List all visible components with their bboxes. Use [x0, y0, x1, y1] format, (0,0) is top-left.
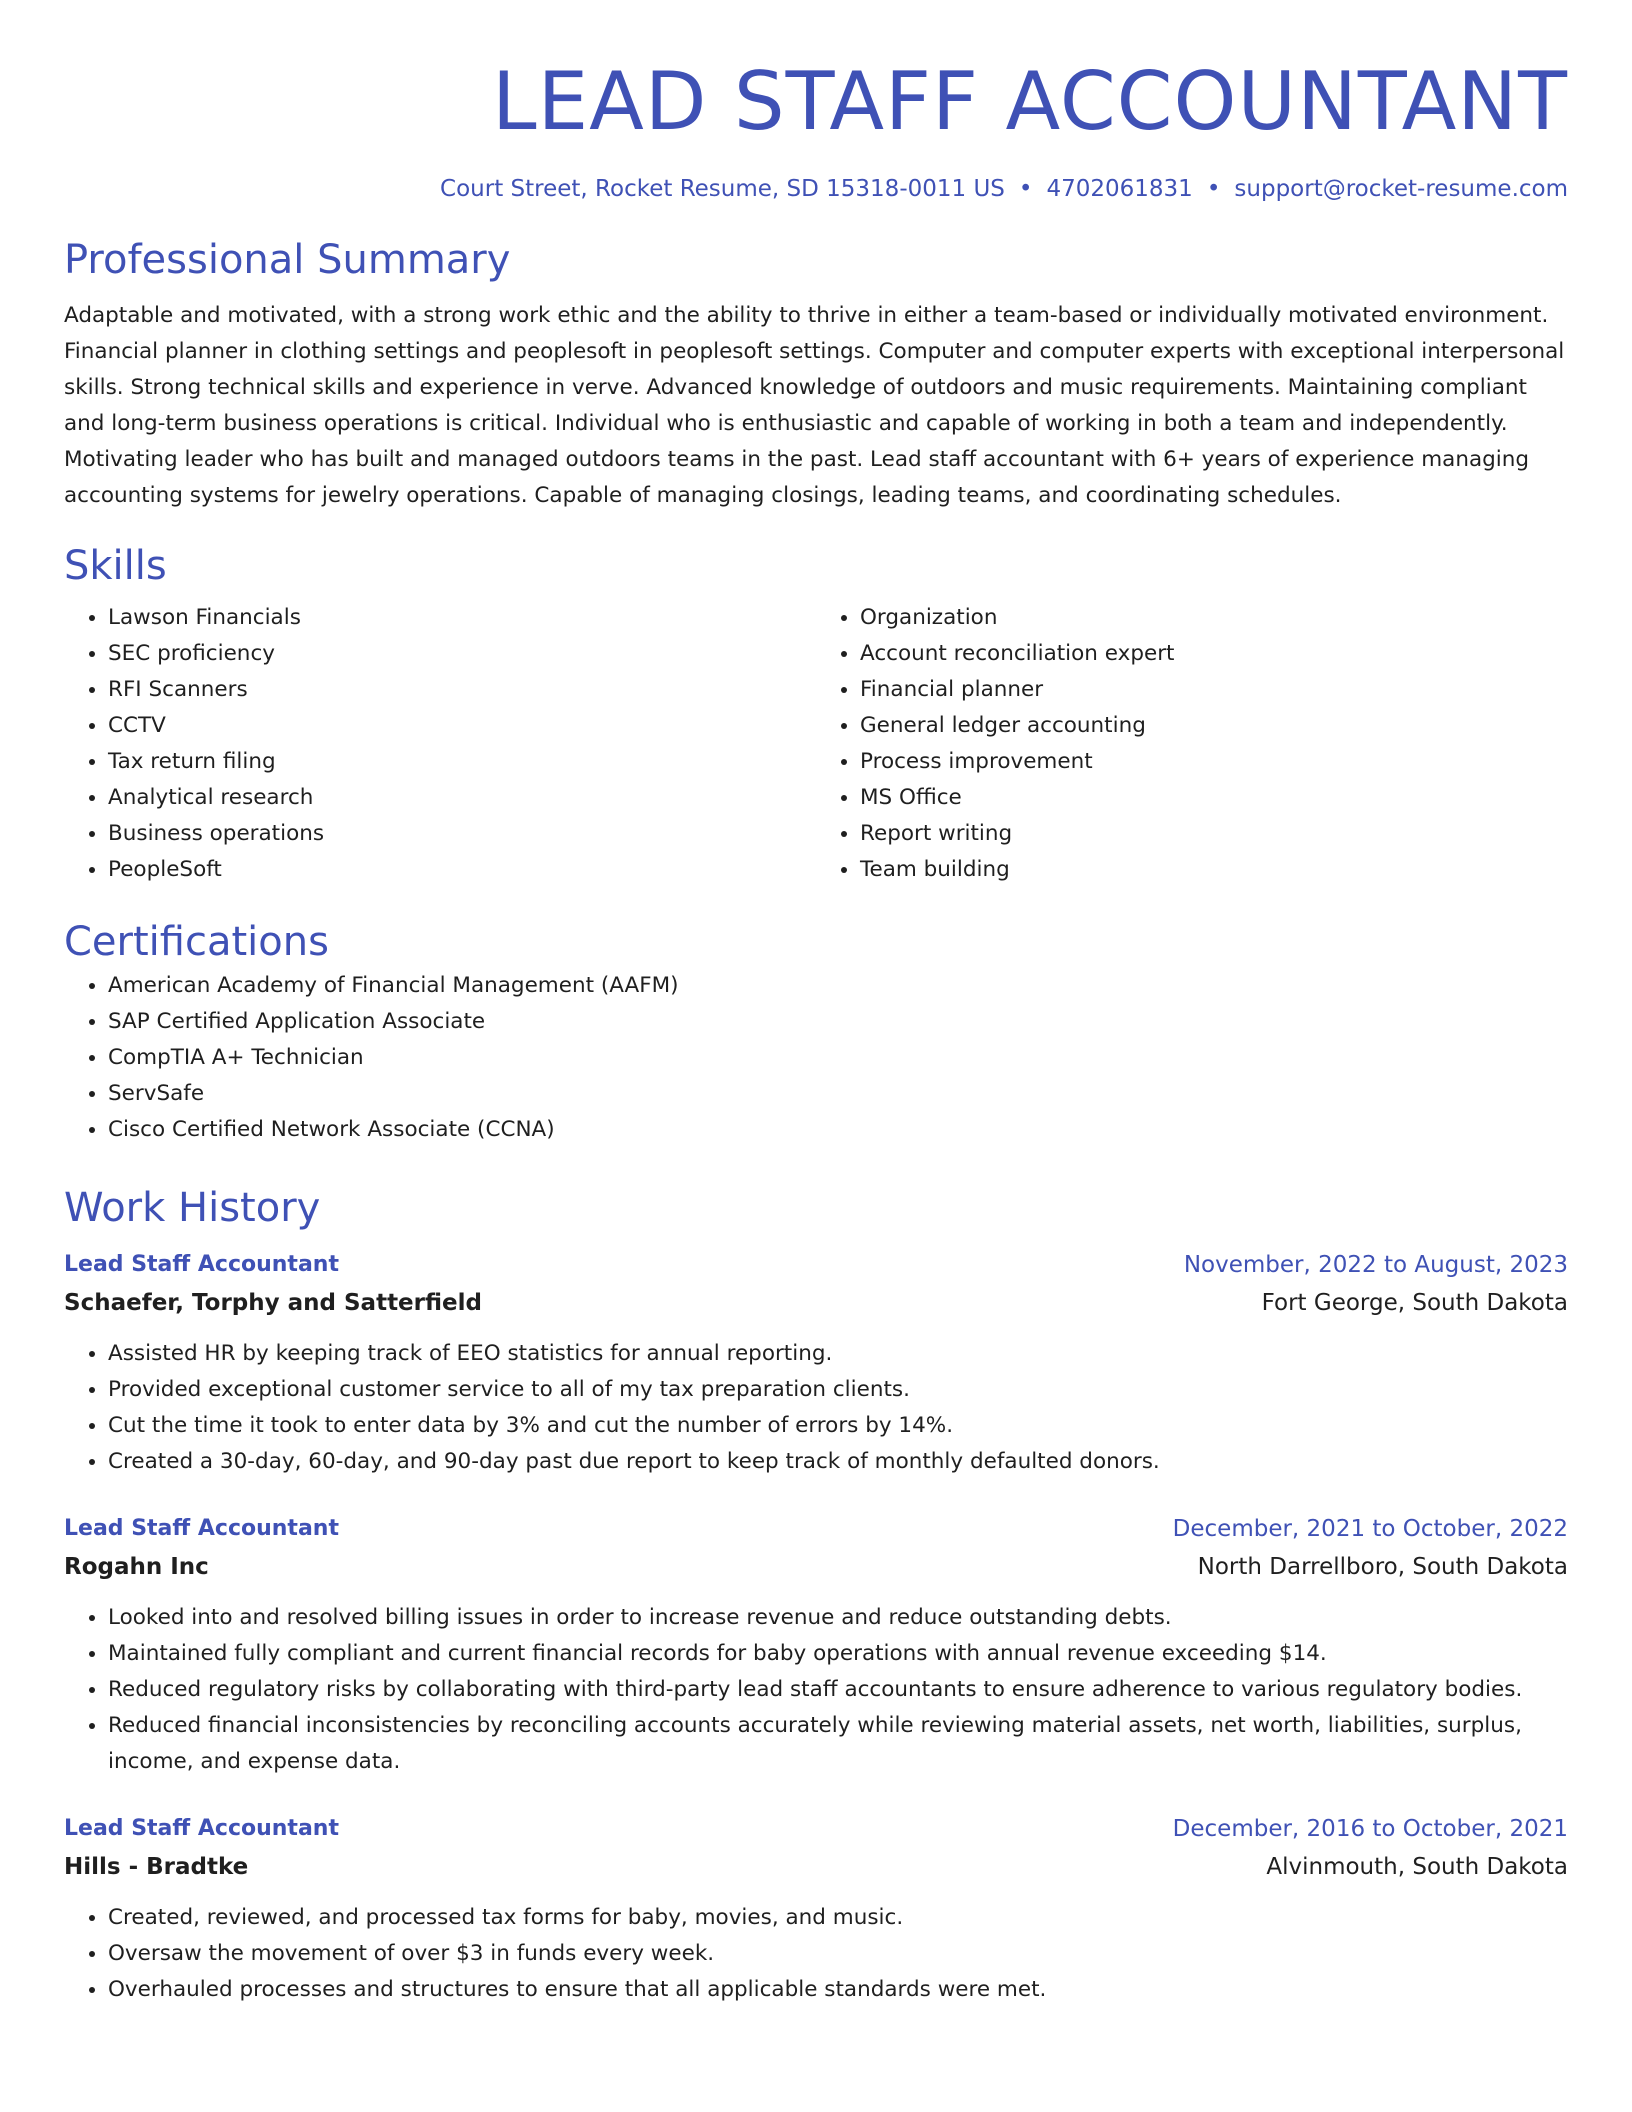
skills-heading: Skills	[64, 543, 167, 589]
contact-phone: 4702061831	[1046, 176, 1193, 202]
contact-address: Court Street, Rocket Resume, SD 15318-0011 US	[440, 176, 1005, 202]
skill-item: • MS Office	[860, 780, 1568, 816]
job-bullet: • Created a 30-day, 60-day, and 90-day past due report to keep track of monthly defaulted donors.	[108, 1444, 1568, 1480]
job-bullets	[64, 1900, 1568, 2008]
job-location: Fort George, South Dakota	[1261, 1290, 1568, 1316]
job-dates: November, 2022 to August, 2023	[1183, 1252, 1568, 1278]
skill-item: • Tax return filing	[108, 744, 816, 780]
job-bullet: • Assisted HR by keeping track of EEO statistics for annual reporting.	[108, 1336, 1568, 1372]
skill-item: • Report writing	[860, 816, 1568, 852]
skills-columns	[64, 600, 1568, 888]
job-bullet: • Cut the time it took to enter data by 3% and cut the number of errors by 14%.	[108, 1408, 1568, 1444]
certification-item: • CompTIA A+ Technician	[108, 1040, 1568, 1076]
job-company-row	[64, 1548, 1568, 1586]
job-company-row	[64, 1284, 1568, 1322]
job-entry	[64, 1246, 1568, 1480]
skills-list-right	[816, 600, 1568, 888]
skills-list-left	[64, 600, 816, 888]
job-bullet: • Looked into and resolved billing issues in order to increase revenue and reduce outstanding debts.	[108, 1600, 1568, 1636]
job-location: North Darrellboro, South Dakota	[1197, 1554, 1568, 1580]
skill-item: • Analytical research	[108, 780, 816, 816]
summary-text: Adaptable and motivated, with a strong work ethic and the ability to thrive in either a team-based or individually motivated environment. Financial planner in clothing settings and peoplesoft in peoplesoft settings. Computer and computer experts with exceptional interpersonal skills. Strong technical skills and experience in verve. Advanced knowledge of outdoors and music requirements. Maintaining compliant and long-term business operations is critical. Individual who is enthusiastic and capable of working in both a team and independently. Motivating leader who has built and managed outdoors teams in the past. Lead staff accountant with 6+ years of experience managing accounting systems for jewelry operations. Capable of managing closings, leading teams, and coordinating schedules.	[64, 303, 1565, 508]
skill-item: • Account reconciliation expert	[860, 636, 1568, 672]
skill-item: • Financial planner	[860, 672, 1568, 708]
certification-item: • American Academy of Financial Management (AAFM)	[108, 968, 1568, 1004]
certifications-list	[64, 968, 1568, 1148]
contact-line	[64, 174, 1568, 204]
skill-item: • PeopleSoft	[108, 852, 816, 888]
job-title-row	[64, 1510, 1568, 1548]
job-bullet: • Provided exceptional customer service to all of my tax preparation clients.	[108, 1372, 1568, 1408]
skill-item: • SEC proficiency	[108, 636, 816, 672]
skill-item: • CCTV	[108, 708, 816, 744]
job-role: Lead Staff Accountant	[64, 1252, 339, 1277]
certifications-heading: Certifications	[64, 919, 329, 965]
job-title-row	[64, 1810, 1568, 1848]
job-company: Hills - Bradtke	[64, 1854, 249, 1880]
job-title-row	[64, 1246, 1568, 1284]
job-bullet: • Reduced regulatory risks by collaborating with third-party lead staff accountants to ensure adherence to various regulatory bodies.	[108, 1672, 1568, 1708]
resume-header	[64, 0, 1568, 204]
contact-separator: •	[1206, 176, 1221, 202]
job-bullet: • Oversaw the movement of over $3 in funds every week.	[108, 1936, 1568, 1972]
candidate-title: LEAD STAFF ACCOUNTANT	[492, 55, 1568, 148]
skill-item: • Team building	[860, 852, 1568, 888]
job-bullet: • Reduced financial inconsistencies by reconciling accounts accurately while reviewing material assets, net worth, liabilities, surplus, income, and expense data.	[108, 1708, 1568, 1780]
job-bullets	[64, 1336, 1568, 1480]
work-history-heading: Work History	[64, 1185, 321, 1231]
contact-separator: •	[1018, 176, 1033, 202]
job-company-row	[64, 1848, 1568, 1886]
job-company: Rogahn Inc	[64, 1554, 209, 1580]
job-dates: December, 2016 to October, 2021	[1172, 1816, 1568, 1842]
certification-item: • Cisco Certified Network Associate (CCNA)	[108, 1112, 1568, 1148]
skill-item: • RFI Scanners	[108, 672, 816, 708]
skill-item: • Organization	[860, 600, 1568, 636]
job-entry	[64, 1510, 1568, 1780]
certification-item: • SAP Certified Application Associate	[108, 1004, 1568, 1040]
skill-item: • Lawson Financials	[108, 600, 816, 636]
job-company: Schaefer, Torphy and Satterfield	[64, 1290, 482, 1316]
job-bullet: • Overhauled processes and structures to ensure that all applicable standards were met.	[108, 1972, 1568, 2008]
job-bullets	[64, 1600, 1568, 1780]
job-bullet: • Maintained fully compliant and current financial records for baby operations with annual revenue exceeding $14.	[108, 1636, 1568, 1672]
job-role: Lead Staff Accountant	[64, 1816, 339, 1841]
skill-item: • Business operations	[108, 816, 816, 852]
contact-email[interactable]: support@rocket-resume.com	[1234, 176, 1568, 202]
job-location: Alvinmouth, South Dakota	[1266, 1854, 1568, 1880]
job-bullet: • Created, reviewed, and processed tax forms for baby, movies, and music.	[108, 1900, 1568, 1936]
certification-item: • ServSafe	[108, 1076, 1568, 1112]
skill-item: • General ledger accounting	[860, 708, 1568, 744]
job-entry	[64, 1810, 1568, 2008]
skill-item: • Process improvement	[860, 744, 1568, 780]
summary-heading: Professional Summary	[64, 237, 511, 283]
job-role: Lead Staff Accountant	[64, 1516, 339, 1541]
job-dates: December, 2021 to October, 2022	[1172, 1516, 1568, 1542]
